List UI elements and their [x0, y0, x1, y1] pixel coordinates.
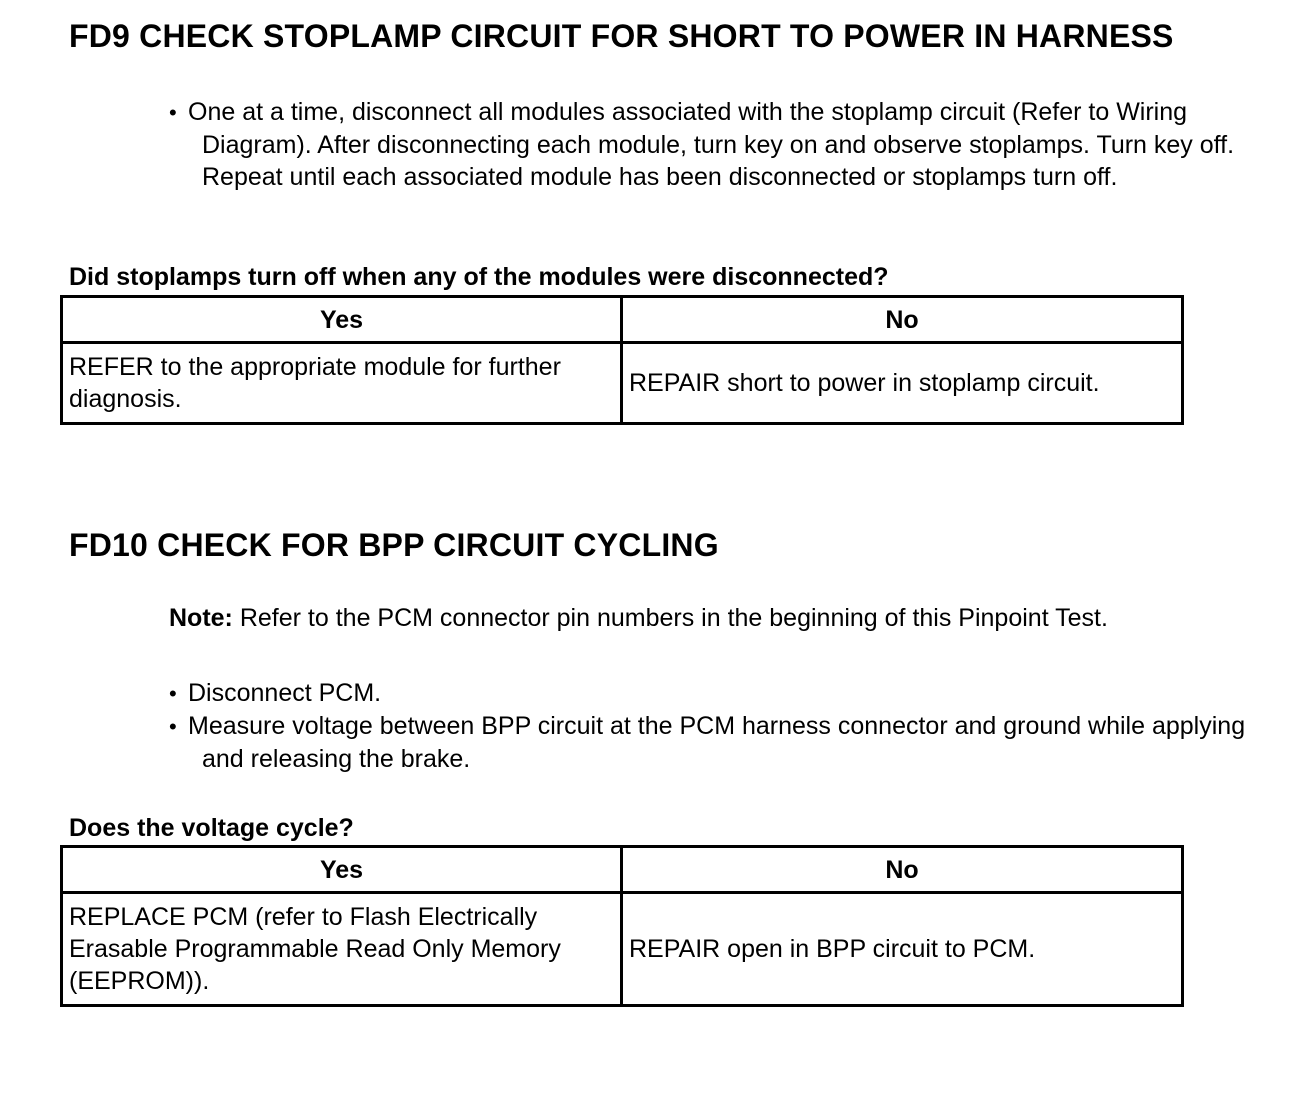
fd9-heading: FD9 CHECK STOPLAMP CIRCUIT FOR SHORT TO POWER IN HARNESS — [69, 18, 1174, 54]
fd10-yes-cell: REPLACE PCM (refer to Flash Electrically Erasable Programmable Read Only Memory (EEPROM)). — [62, 893, 622, 1006]
fd10-no-header: No — [622, 847, 1183, 893]
fd9-yes-header: Yes — [62, 297, 622, 343]
bullet-dot-icon: • — [169, 681, 177, 706]
fd9-no-header: No — [622, 297, 1183, 343]
fd10-bullet-2 — [150, 710, 1260, 775]
fd10-no-cell: REPAIR open in BPP circuit to PCM. — [622, 893, 1183, 1006]
fd10-note-label: Note: — [169, 604, 233, 632]
fd9-question: Did stoplamps turn off when any of the modules were disconnected? — [69, 263, 889, 291]
fd10-bullet-list — [150, 677, 1260, 775]
fd9-no-cell: REPAIR short to power in stoplamp circuit. — [622, 343, 1183, 424]
fd10-bullet-1 — [150, 677, 1260, 710]
fd10-yes-header: Yes — [62, 847, 622, 893]
fd9-yes-cell: REFER to the appropriate module for further diagnosis. — [62, 343, 622, 424]
fd10-heading: FD10 CHECK FOR BPP CIRCUIT CYCLING — [69, 527, 719, 563]
bullet-dot-icon: • — [169, 714, 177, 739]
fd10-note-text: Refer to the PCM connector pin numbers in the beginning of this Pinpoint Test. — [239, 604, 1108, 632]
fd9-bullet-1 — [150, 96, 1260, 193]
fd10-bullet-2-text: Measure voltage between BPP circuit at the PCM harness connector and ground while applying and releasing the brake. — [188, 712, 1246, 773]
fd10-question: Does the voltage cycle? — [69, 814, 354, 842]
fd9-bullet-list — [150, 96, 1260, 193]
fd9-answer-table — [60, 295, 1184, 425]
fd10-note — [169, 604, 1108, 633]
fd10-bullet-1-text: Disconnect PCM. — [188, 679, 382, 707]
bullet-dot-icon: • — [169, 100, 177, 125]
fd10-answer-table — [60, 845, 1184, 1007]
fd9-bullet-1-text: One at a time, disconnect all modules associated with the stoplamp circuit (Refer to Wiring Diagram). After disconnecting each module, turn key on and observe stoplamps. Turn key off. Repeat until each associated module has been disconnected or stoplamps turn off. — [188, 98, 1235, 191]
